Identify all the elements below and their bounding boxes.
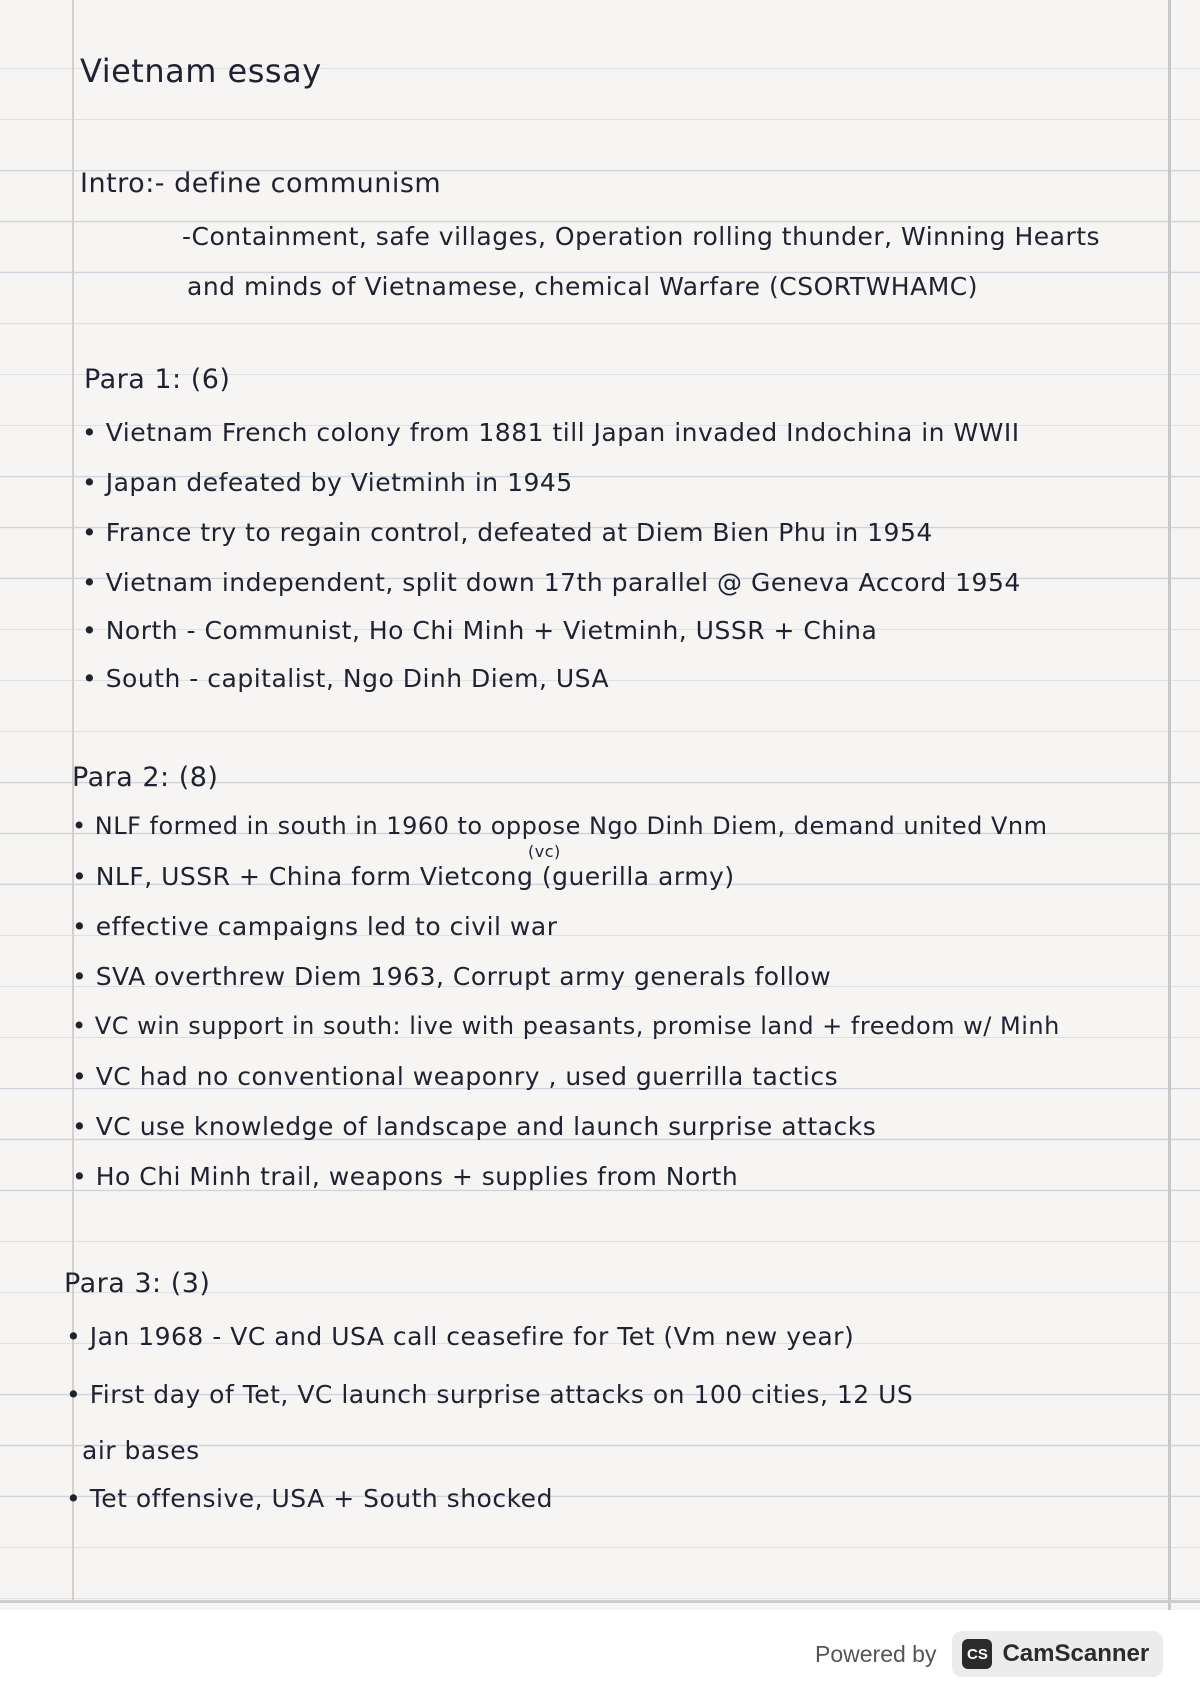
- para3-bullet: • First day of Tet, VC launch surprise attacks on 100 cities, 12 US: [66, 1380, 914, 1409]
- para2-bullet: • NLF, USSR + China form Vietcong (guerilla army): [72, 862, 735, 891]
- intro-line: and minds of Vietnamese, chemical Warfare (CSORTWHAMC): [187, 272, 978, 301]
- para2-bullet: • VC had no conventional weaponry , used guerrilla tactics: [72, 1062, 839, 1091]
- camscanner-logo-icon: CS: [962, 1639, 992, 1669]
- intro-heading: Intro:- define communism: [80, 168, 442, 199]
- page-edge-right: [1168, 0, 1171, 1610]
- para2-bullet: • VC use knowledge of landscape and launch surprise attacks: [72, 1112, 877, 1141]
- camscanner-name: CamScanner: [1002, 1640, 1150, 1667]
- camscanner-badge: [952, 1631, 1163, 1677]
- para3-heading: Para 3: (3): [64, 1268, 211, 1299]
- para1-bullet: • Vietnam French colony from 1881 till Japan invaded Indochina in WWII: [82, 418, 1020, 447]
- para2-bullet: • Ho Chi Minh trail, weapons + supplies from North: [72, 1162, 739, 1191]
- page-edge-bottom: [0, 1600, 1200, 1603]
- camscanner-watermark: [815, 1628, 1163, 1680]
- para1-heading: Para 1: (6): [84, 364, 231, 395]
- para1-bullet: • Japan defeated by Vietminh in 1945: [82, 468, 573, 497]
- para2-bullet: • NLF formed in south in 1960 to oppose Ngo Dinh Diem, demand united Vnm: [72, 812, 1048, 840]
- para2-bullet: • SVA overthrew Diem 1963, Corrupt army generals follow: [72, 962, 832, 991]
- para1-bullet: • South - capitalist, Ngo Dinh Diem, USA: [82, 664, 610, 693]
- para2-bullet: • VC win support in south: live with peasants, promise land + freedom w/ Minh: [72, 1012, 1060, 1040]
- para2-bullet: • effective campaigns led to civil war: [72, 912, 558, 941]
- para3-continuation: air bases: [82, 1436, 200, 1465]
- para1-bullet: • Vietnam independent, split down 17th parallel @ Geneva Accord 1954: [82, 568, 1021, 597]
- para3-bullet: • Tet offensive, USA + South shocked: [66, 1484, 553, 1513]
- powered-by-label: Powered by: [815, 1640, 937, 1667]
- essay-title: Vietnam essay: [80, 52, 322, 90]
- para1-bullet: • France try to regain control, defeated at Diem Bien Phu in 1954: [82, 518, 933, 547]
- vc-annotation: (vc): [528, 842, 561, 861]
- para1-bullet: • North - Communist, Ho Chi Minh + Vietminh, USSR + China: [82, 616, 878, 645]
- intro-line: -Containment, safe villages, Operation rolling thunder, Winning Hearts: [182, 222, 1101, 251]
- para2-heading: Para 2: (8): [72, 762, 219, 793]
- margin-line: [72, 0, 74, 1600]
- para3-bullet: • Jan 1968 - VC and USA call ceasefire for Tet (Vm new year): [66, 1322, 855, 1351]
